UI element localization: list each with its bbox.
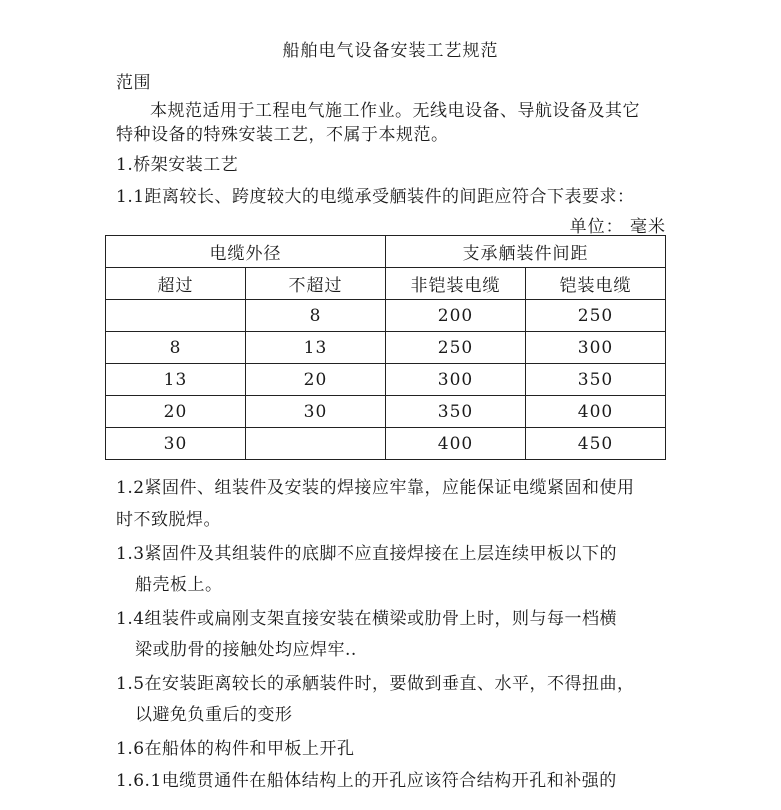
- table-cell: 350: [386, 396, 526, 428]
- scope-heading: 范围: [116, 73, 151, 93]
- scope-paragraph-line-2: 特种设备的特殊安装工艺，不属于本规范。: [116, 125, 449, 145]
- table-cell: 300: [386, 364, 526, 396]
- table-cell: 250: [526, 300, 666, 332]
- section-1-3-line-1: 1.3紧固件及其组装件的底脚不应直接焊接在上层连续甲板以下的: [116, 544, 618, 564]
- table-row: [106, 428, 666, 460]
- table-row: [106, 364, 666, 396]
- section-1-2-line-1: 1.2紧固件、组装件及安装的焊接应牢靠，应能保证电缆紧固和使用: [116, 478, 635, 498]
- table-cell: 8: [246, 300, 386, 332]
- table-cell: 30: [106, 428, 246, 460]
- table-sub-header-row: [106, 268, 666, 300]
- unit-label: 单位： 毫米: [569, 217, 666, 237]
- table-cell: 20: [106, 396, 246, 428]
- table-cell: 20: [246, 364, 386, 396]
- table-cell: 400: [386, 428, 526, 460]
- section-1-heading: 1.桥架安装工艺: [116, 155, 239, 175]
- section-1-2-line-2: 时不致脱焊。: [116, 510, 221, 530]
- section-1-3-line-2: 船壳板上。: [135, 575, 223, 595]
- table-row: [106, 300, 666, 332]
- table-cell: [106, 300, 246, 332]
- section-1-5-line-2: 以避免负重后的变形: [135, 705, 293, 725]
- document-title: 船舶电气设备安装工艺规范: [282, 41, 499, 61]
- table-row: [106, 396, 666, 428]
- table-cell: 8: [106, 332, 246, 364]
- table-cell: 450: [526, 428, 666, 460]
- cable-spacing-table: [105, 235, 666, 460]
- table-cell: 300: [526, 332, 666, 364]
- table-header-unarmored: 非铠装电缆: [386, 268, 526, 300]
- table-cell: [246, 428, 386, 460]
- table-header-over: 超过: [106, 268, 246, 300]
- table-row: [106, 332, 666, 364]
- section-1-1-text: 1.1距离较长、跨度较大的电缆承受舾装件的间距应符合下表要求：: [116, 187, 635, 207]
- section-1-5-line-1: 1.5在安装距离较长的承舾装件时，要做到垂直、水平，不得扭曲，: [116, 674, 635, 694]
- table-cell: 350: [526, 364, 666, 396]
- section-1-6-1-text: 1.6.1电缆贯通件在船体结构上的开孔应该符合结构开孔和补强的: [116, 771, 617, 791]
- table-header-armored: 铠装电缆: [526, 268, 666, 300]
- table-header-support-spacing: 支承舾装件间距: [386, 236, 666, 268]
- table-cell: 250: [386, 332, 526, 364]
- table-cell: 13: [246, 332, 386, 364]
- section-1-6-heading: 1.6在船体的构件和甲板上开孔: [116, 739, 355, 759]
- table-cell: 400: [526, 396, 666, 428]
- scope-paragraph-line-1: 本规范适用于工程电气施工作业。无线电设备、导航设备及其它: [150, 101, 640, 121]
- table-group-header-row: [106, 236, 666, 268]
- table-cell: 200: [386, 300, 526, 332]
- table-header-cable-diameter: 电缆外径: [106, 236, 386, 268]
- table-cell: 30: [246, 396, 386, 428]
- section-1-4-line-1: 1.4组装件或扁刚支架直接安装在横梁或肋骨上时，则与每一档横: [116, 609, 618, 629]
- table-cell: 13: [106, 364, 246, 396]
- section-1-4-line-2: 梁或肋骨的接触处均应焊牢..: [135, 640, 357, 660]
- table-header-not-over: 不超过: [246, 268, 386, 300]
